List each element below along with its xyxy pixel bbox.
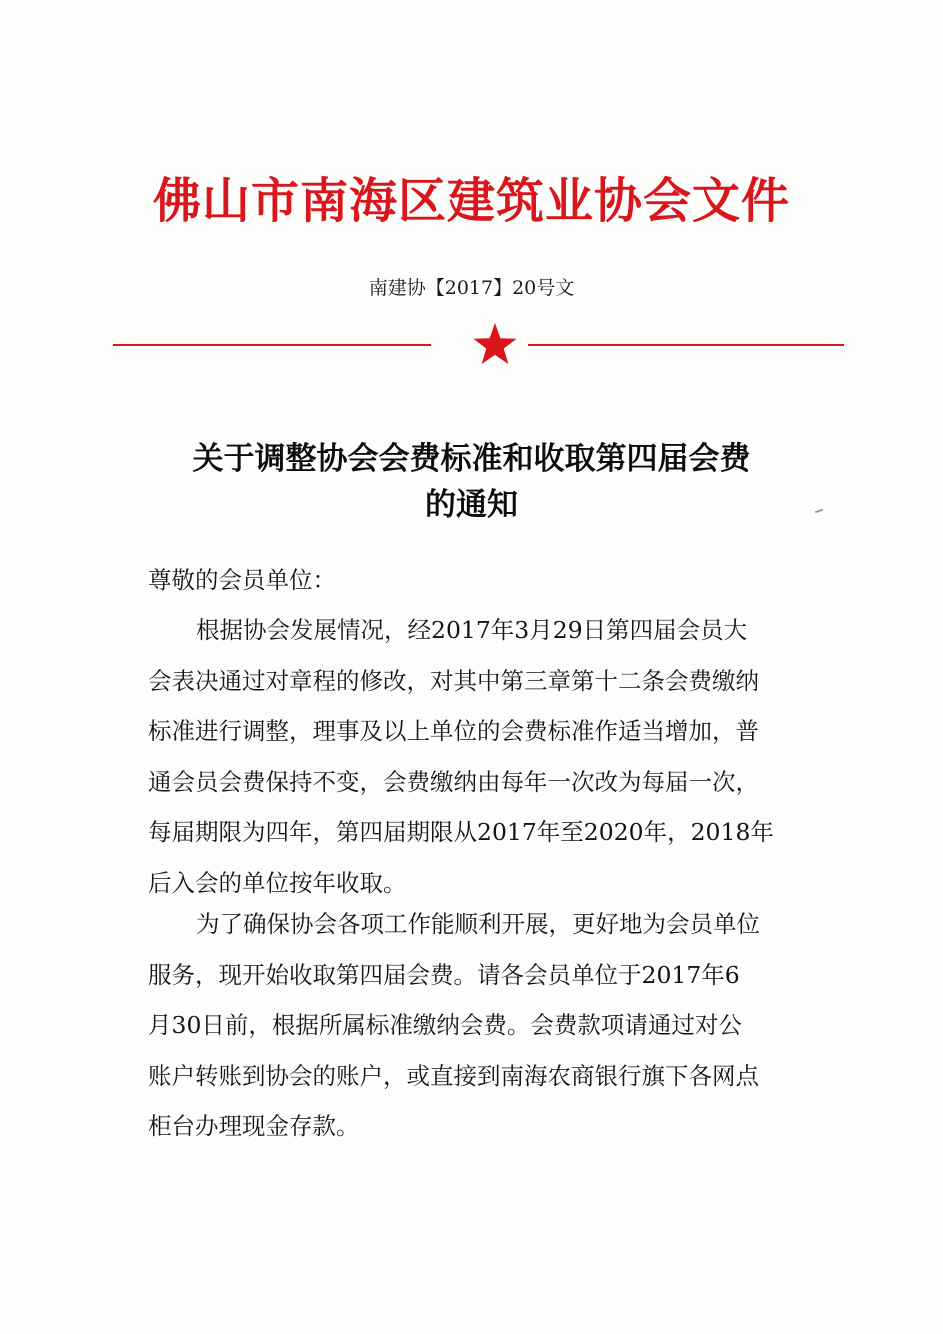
paragraph-line: 通会员会费保持不变，会费缴纳由每年一次改为每届一次，: [148, 767, 759, 796]
paragraph-line: 为了确保协会各项工作能顺利开展，更好地为会员单位: [196, 910, 760, 938]
document-number: 南建协【2017】20号文: [368, 277, 575, 299]
salutation-text: 尊敬的会员单位：: [148, 566, 336, 594]
paragraph-line: 标准进行调整，理事及以上单位的会费标准作适当增加，普: [148, 717, 759, 745]
salutation: [148, 555, 808, 606]
paragraph-line: 账户转账到协会的账户，或直接到南海农商银行旗下各网点: [148, 1061, 759, 1090]
issuer-header-title: 佛山市南海区建筑业协会文件: [152, 173, 790, 229]
paragraph-line: 每届期限为四年，第四届期限从2017年至2020年，2018年: [148, 818, 774, 846]
paragraph-line: 根据协会发展情况，经2017年3月29日第四届会员大: [196, 616, 748, 644]
notice-title: [0, 436, 943, 528]
paragraph-line: 服务，现开始收取第四届会费。请各会员单位于2017年6: [148, 960, 740, 989]
body-paragraph-2: [148, 899, 808, 1152]
header-divider-right: [528, 344, 844, 346]
paragraph-line: 月30日前，根据所属标准缴纳会费。会费款项请通过对公: [148, 1011, 742, 1039]
notice-title-line: 关于调整协会会费标准和收取第四届会费: [192, 441, 751, 477]
paragraph-line: 后入会的单位按年收取。: [148, 868, 407, 897]
notice-title-line: 的通知: [425, 487, 518, 523]
body-paragraph-1: [148, 605, 808, 908]
paragraph-line: 会表决通过对章程的修改，对其中第三章第十二条会费缴纳: [148, 666, 759, 695]
red-star-icon: [472, 322, 518, 366]
paragraph-line: 柜台办理现金存款。: [148, 1112, 360, 1140]
header-divider-left: [113, 344, 431, 346]
